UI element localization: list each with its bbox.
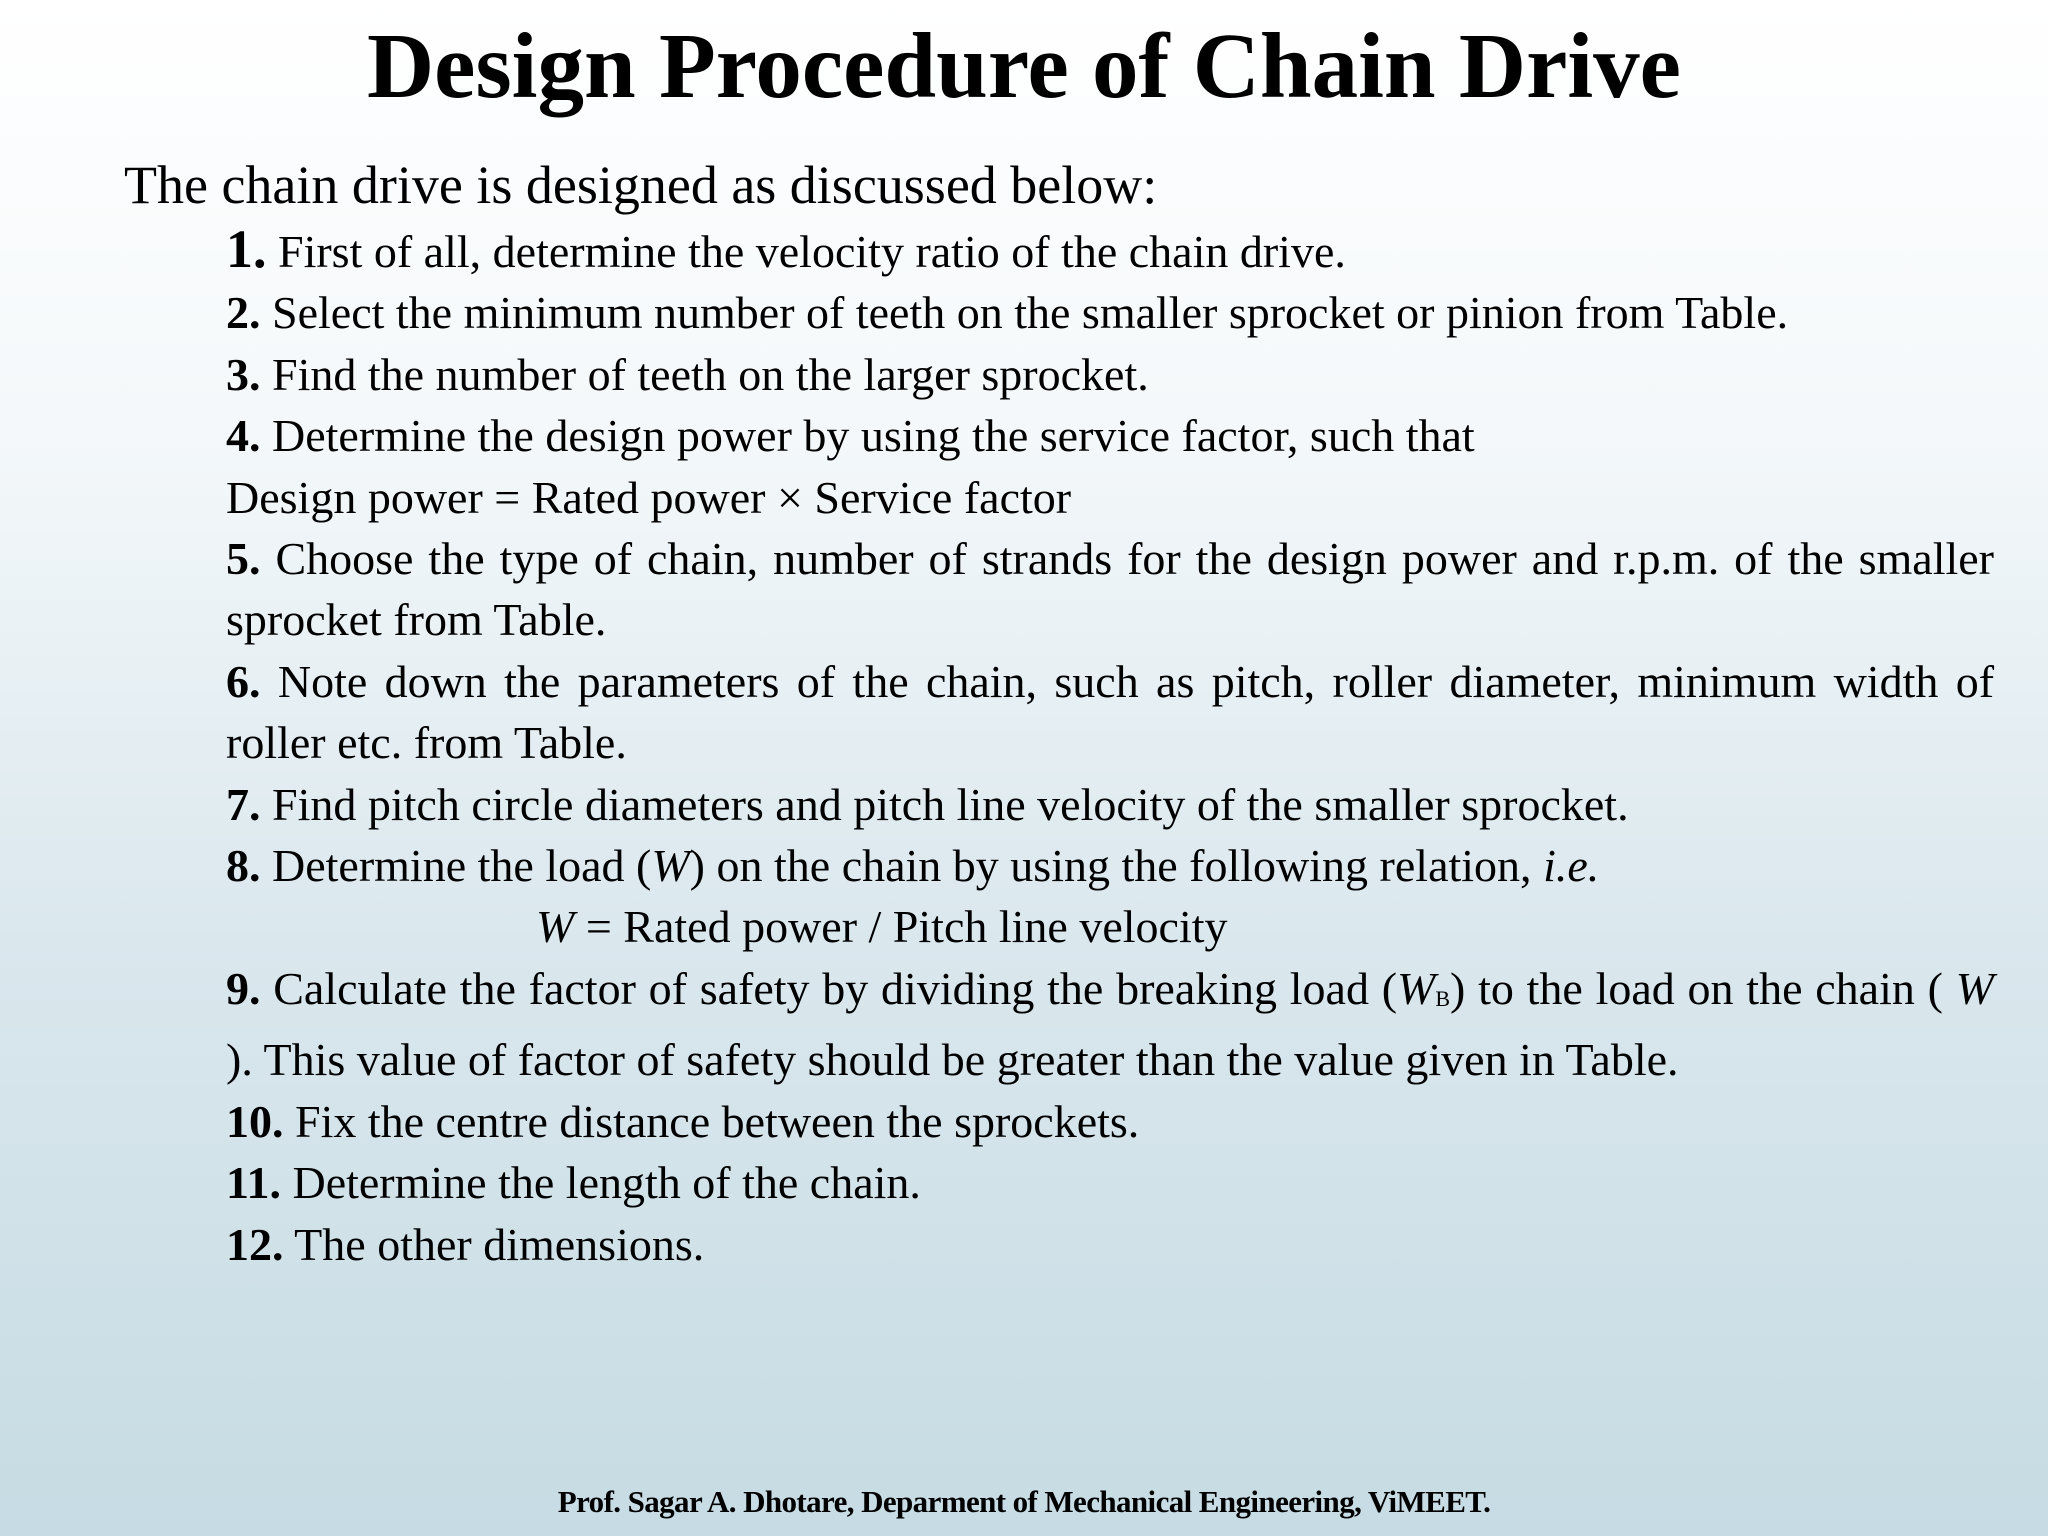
step-text: Fix the centre distance between the sprockets.	[295, 1095, 1140, 1147]
slide-title: Design Procedure of Chain Drive	[367, 15, 1681, 118]
ie-abbrev: i.e.	[1543, 840, 1600, 892]
subscript-b: B	[1435, 985, 1451, 1011]
step-number: 12.	[226, 1218, 284, 1270]
steps-list	[226, 219, 1994, 1275]
step-8	[226, 835, 1994, 896]
step-text: Determine the design power by using the service factor, such that	[272, 410, 1475, 462]
step-text: Note down the parameters of the chain, such as pitch, roller diameter, minimum width of roller etc. from Table.	[226, 655, 1995, 769]
step-text-part: ). This value of factor of safety should be greater than the value given in Table.	[226, 1034, 1679, 1086]
step-9	[226, 958, 1994, 1091]
step-text: Find pitch circle diameters and pitch line velocity of the smaller sprocket.	[272, 778, 1629, 830]
step-text-part: ) to the load on the chain (	[1450, 962, 1943, 1014]
step-text: Select the minimum number of teeth on the smaller sprocket or pinion from Table.	[272, 287, 1789, 339]
footer-credit: Prof. Sagar A. Dhotare, Deparment of Mechanical Engineering, ViMEET.	[557, 1484, 1491, 1519]
step-number: 3.	[226, 348, 261, 400]
load-formula	[226, 896, 1994, 957]
step-number: 11.	[226, 1157, 281, 1209]
step-number: 10.	[226, 1095, 284, 1147]
step-6	[226, 651, 1994, 774]
formula-text: = Rated power / Pitch line velocity	[585, 901, 1228, 953]
step-number: 4.	[226, 410, 261, 462]
step-3	[226, 344, 1994, 405]
step-number: 9.	[226, 962, 261, 1014]
step-text: Determine the length of the chain.	[292, 1157, 921, 1209]
step-text: First of all, determine the velocity ratio of the chain drive.	[278, 226, 1346, 277]
step-5	[226, 528, 1994, 651]
step-11	[226, 1152, 1994, 1213]
formula-variable-w: W	[536, 901, 575, 953]
step-number: 6.	[226, 655, 261, 707]
step-number: 7.	[226, 778, 261, 830]
variable-wb: W	[1397, 962, 1436, 1014]
step-number: 2.	[226, 287, 261, 339]
step-4	[226, 405, 1994, 466]
step-number: 8.	[226, 840, 261, 892]
design-power-formula: Design power = Rated power × Service factor	[226, 471, 1072, 523]
step-1	[226, 219, 1994, 282]
step-10	[226, 1091, 1994, 1152]
step-2	[226, 282, 1994, 343]
step-12	[226, 1214, 1994, 1275]
step-text: The other dimensions.	[294, 1218, 705, 1270]
step-text-part: Determine the load (	[272, 840, 652, 892]
intro-text: The chain drive is designed as discussed below:	[124, 155, 1158, 215]
step-7	[226, 774, 1994, 835]
step-number: 1.	[226, 219, 267, 279]
step-number: 5.	[226, 533, 261, 585]
step-text: Find the number of teeth on the larger sprocket.	[272, 348, 1149, 400]
variable-w: W	[651, 840, 690, 892]
step-text-part: Calculate the factor of safety by dividing the breaking load (	[273, 962, 1398, 1014]
variable-w: W	[1955, 962, 1994, 1014]
step-text: Choose the type of chain, number of strands for the design power and r.p.m. of the smaller sprocket from Table.	[226, 533, 1995, 646]
step-text-part: ) on the chain by using the following relation,	[689, 840, 1532, 892]
